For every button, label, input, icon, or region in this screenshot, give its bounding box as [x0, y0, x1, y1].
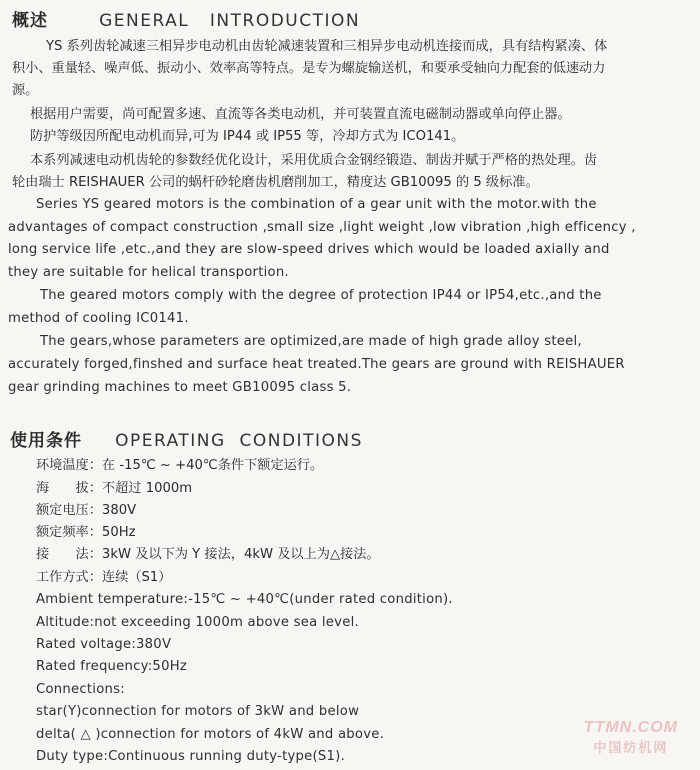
- intro-heading-cn: 概述: [12, 11, 48, 31]
- condition-line-en: Duty type:Continuous running duty-type(S1).: [36, 749, 346, 764]
- condition-line-en: Rated voltage:380V: [36, 637, 172, 652]
- intro-line: YS 系列齿轮减速三相异步电动机由齿轮减速装置和三相异步电动机连接而成，具有结构紧凑、体: [46, 39, 608, 54]
- condition-line-en: Rated frequency:50Hz: [36, 659, 188, 674]
- condition-line: 额定电压：380V: [36, 503, 137, 518]
- intro-line: 轮由瑞士 REISHAUER 公司的蜗杆砂轮磨齿机磨削加工，精度达 GB10095 的 5 级标准。: [12, 175, 539, 190]
- intro-line: 本系列减速电动机齿轮的参数经优化设计，采用优质合金钢经锻造、制齿并赋于严格的热处理。齿: [30, 153, 598, 168]
- condition-line-en: star(Y)connection for motors of 3kW and below: [36, 704, 360, 719]
- intro-heading-en: GENERAL INTRODUCTION: [99, 11, 361, 31]
- condition-line: 工作方式：连续（S1）: [36, 570, 172, 585]
- condition-line-en: Ambient temperature:-15℃ ~ +40℃(under rated condition).: [36, 592, 453, 607]
- intro-line-en: long service life ,etc.,and they are slow-speed drives which would be loaded axially and: [8, 242, 610, 257]
- intro-line: 积小、重量轻、噪声低、振动小、效率高等特点。是专为螺旋输送机，和要承受轴向力配套的低速动力: [12, 61, 606, 76]
- intro-line: 根据用户需要，尚可配置多速、直流等各类电动机，并可装置直流电磁制动器或单向停止器。: [30, 107, 571, 122]
- conditions-heading: [10, 426, 363, 451]
- intro-line-en: advantages of compact construction ,small size ,light weight ,low vibration ,high efficency ,: [8, 220, 636, 235]
- conditions-heading-en: OPERATING CONDITIONS: [115, 431, 363, 451]
- condition-line: 海 拔：不超过 1000m: [36, 481, 193, 496]
- intro-heading: [12, 6, 360, 31]
- condition-line-en: delta( △ )connection for motors of 4kW and above.: [36, 727, 385, 742]
- intro-line: 防护等级因所配电动机而异,可为 IP44 或 IP55 等，冷却方式为 ICO141。: [30, 129, 465, 144]
- condition-line-en: Altitude:not exceeding 1000m above sea level.: [36, 615, 359, 630]
- condition-line: 额定频率：50Hz: [36, 525, 136, 540]
- intro-line-en: gear grinding machines to meet GB10095 class 5.: [8, 380, 352, 395]
- intro-line-en: Series YS geared motors is the combination of a gear unit with the motor.with the: [36, 197, 597, 212]
- condition-line: 接 法：3kW 及以下为 Y 接法，4kW 及以上为△接法。: [36, 547, 380, 562]
- intro-line-en: method of cooling IC0141.: [8, 311, 189, 326]
- condition-line: 环境温度：在 -15℃ ~ +40℃条件下额定运行。: [36, 458, 324, 473]
- watermark-name: 中国纺机网: [593, 740, 669, 755]
- intro-line-en: accurately forged,finshed and surface heat treated.The gears are ground with REISHAUER: [8, 357, 625, 372]
- intro-line-en: The geared motors comply with the degree of protection IP44 or IP54,etc.,and the: [40, 288, 602, 303]
- watermark-domain: TTMN.COM: [583, 719, 678, 736]
- watermark-logo: [584, 719, 678, 756]
- conditions-heading-cn: 使用条件: [10, 431, 82, 451]
- intro-line-en: The gears,whose parameters are optimized,are made of high grade alloy steel,: [40, 334, 582, 349]
- intro-line-en: they are suitable for helical transportion.: [8, 265, 289, 280]
- condition-line-en: Connections:: [36, 682, 125, 697]
- intro-line: 源。: [12, 83, 39, 98]
